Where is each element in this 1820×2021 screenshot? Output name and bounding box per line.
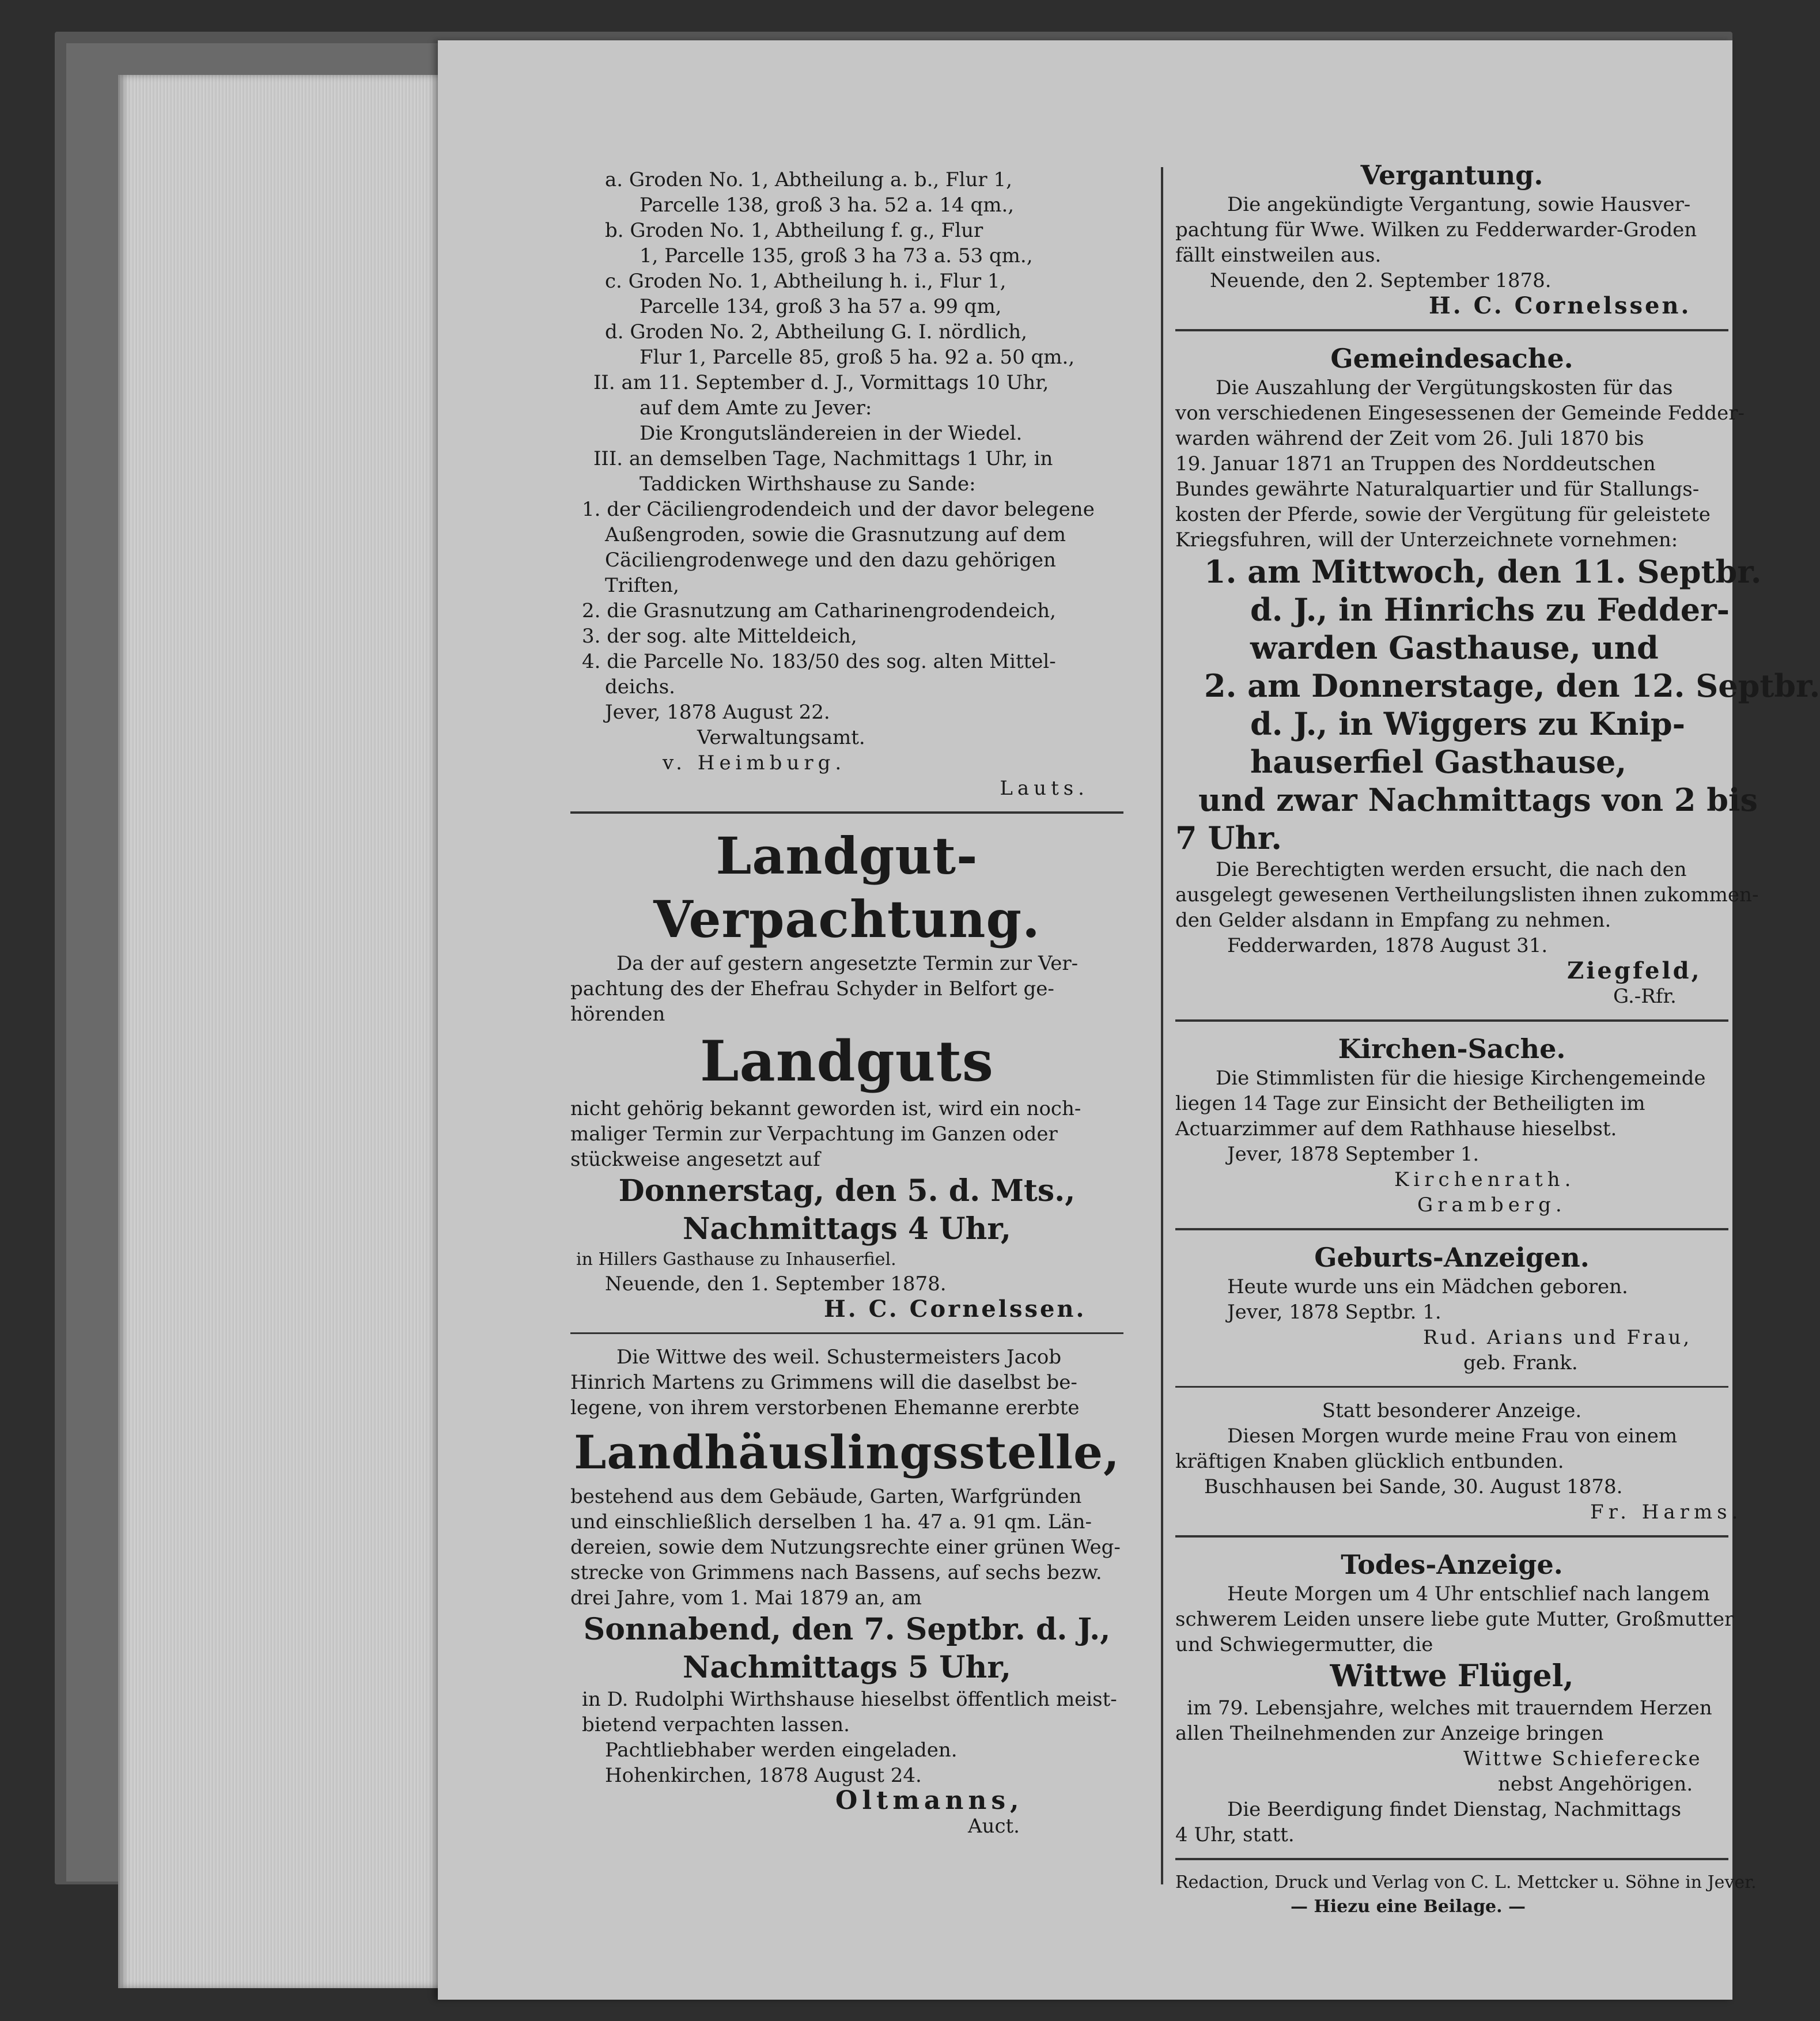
ad-line: bestehend aus dem Gebäude, Garten, Warfgründen xyxy=(570,1485,1082,1508)
ad-line: stückweise angesetzt auf xyxy=(570,1148,820,1171)
office-name: Verwaltungsamt. xyxy=(697,726,865,749)
section-rule xyxy=(1175,1386,1728,1388)
list-line: Triften, xyxy=(605,574,679,597)
ad-date: Sonnabend, den 7. Septbr. d. J., xyxy=(583,1612,1111,1647)
section-rule xyxy=(570,1332,1123,1334)
list-line: III. an demselben Tage, Nachmittags 1 Uhr, in xyxy=(593,447,1053,470)
dateline: Jever, 1878 September 1. xyxy=(1227,1143,1480,1166)
notice-line: Actuarzimmer auf dem Rathhause hieselbst. xyxy=(1175,1117,1617,1140)
notice-line: Die Berechtigten werden ersucht, die nach den xyxy=(1216,858,1687,881)
notice-line: und Schwiegermutter, die xyxy=(1175,1633,1433,1656)
imprint xyxy=(1175,1871,1757,1919)
notice-line: Die Beerdigung findet Dienstag, Nachmittags xyxy=(1227,1798,1682,1821)
section-title: Geburts-Anzeigen. xyxy=(1314,1242,1590,1273)
notice-highlight: 2. am Donnerstage, den 12. Septbr. xyxy=(1204,667,1820,704)
ad-line: bietend verpachten lassen. xyxy=(582,1713,850,1736)
signature: H. C. Cornelssen. xyxy=(824,1295,1087,1323)
notice-line: kosten der Pferde, sowie der Vergütung für geleistete xyxy=(1175,503,1711,526)
ad-line: maliger Termin zur Verpachtung im Ganzen oder xyxy=(570,1123,1058,1146)
signature: Kirchenrath. xyxy=(1394,1168,1576,1191)
ad-line: strecke von Grimmens nach Bassens, auf sechs bezw. xyxy=(570,1561,1102,1584)
signature: Gramberg. xyxy=(1417,1193,1567,1217)
notice-highlight: 7 Uhr. xyxy=(1175,819,1282,856)
ad-line: Die Wittwe des weil. Schustermeisters Jacob xyxy=(616,1346,1062,1369)
dateline: Jever, 1878 Septbr. 1. xyxy=(1227,1301,1441,1324)
list-line: Flur 1, Parcelle 85, groß 5 ha. 92 a. 50 qm., xyxy=(640,346,1075,369)
notice-line: von verschiedenen Eingesessenen der Gemeinde Fedder- xyxy=(1175,402,1745,425)
notice-line: kräftigen Knaben glücklich entbunden. xyxy=(1175,1450,1564,1473)
signature: geb. Frank. xyxy=(1463,1351,1578,1374)
list-line: c. Groden No. 1, Abtheilung h. i., Flur 1, xyxy=(605,270,1007,293)
notice-line: 4 Uhr, statt. xyxy=(1175,1823,1295,1846)
notice-vergantung xyxy=(1175,158,1728,319)
notice-highlight: und zwar Nachmittags von 2 bis xyxy=(1198,781,1758,818)
ad-headline: Landguts xyxy=(700,1029,994,1094)
notice-line: Heute Morgen um 4 Uhr entschlief nach langem xyxy=(1227,1582,1710,1606)
notice-highlight: 1. am Mittwoch, den 11. Septbr. xyxy=(1204,553,1762,590)
notice-line: Die Stimmlisten für die hiesige Kirchengemeinde xyxy=(1216,1067,1706,1090)
section-rule xyxy=(1175,1019,1728,1022)
list-line: 1, Parcelle 135, groß 3 ha 73 a. 53 qm., xyxy=(640,244,1033,267)
notice-line: fällt einstweilen aus. xyxy=(1175,244,1382,267)
page-edges xyxy=(118,75,487,1988)
notice-line: 19. Januar 1871 an Truppen des Norddeutschen xyxy=(1175,452,1656,475)
list-line: Cäciliengrodenwege und den dazu gehörigen xyxy=(605,549,1056,572)
notice-line: pachtung für Wwe. Wilken zu Fedderwarder-Groden xyxy=(1175,218,1697,241)
signature: Fr. Harms. xyxy=(1590,1501,1743,1524)
signature: Rud. Arians und Frau, xyxy=(1423,1326,1692,1349)
ad-line: pachtung des der Ehefrau Schyder in Belfort ge- xyxy=(570,977,1054,1000)
notice-line: warden während der Zeit vom 26. Juli 1870 bis xyxy=(1175,427,1644,450)
ad-title: Landgut-Verpachtung. xyxy=(653,826,1040,949)
notice-highlight: d. J., in Hinrichs zu Fedder- xyxy=(1250,591,1730,628)
section-rule xyxy=(1175,1535,1728,1538)
ad-landhaeuslingsstelle xyxy=(570,1344,1123,1839)
notice-line: im 79. Lebensjahre, welches mit trauerndem Herzen xyxy=(1187,1697,1712,1720)
signature: v. Heimburg. xyxy=(663,751,846,775)
signature: Lauts. xyxy=(1000,777,1089,800)
list-line: auf dem Amte zu Jever: xyxy=(640,396,872,420)
dateline: Fedderwarden, 1878 August 31. xyxy=(1227,934,1548,957)
list-line: Parcelle 134, groß 3 ha 57 a. 99 qm, xyxy=(640,295,1002,318)
notice-line: Heute wurde uns ein Mädchen geboren. xyxy=(1227,1275,1628,1298)
section-rule xyxy=(570,811,1123,814)
section-title: Todes-Anzeige. xyxy=(1341,1549,1563,1580)
list-line: Die Krongutsländereien in der Wiedel. xyxy=(640,422,1023,445)
ad-line: hörenden xyxy=(570,1003,665,1026)
list-line: Parcelle 138, groß 3 ha. 52 a. 14 qm., xyxy=(640,194,1015,217)
section-rule xyxy=(1175,1228,1728,1230)
ad-time: Nachmittags 4 Uhr, xyxy=(682,1211,1012,1246)
signature-title: Auct. xyxy=(968,1815,1020,1838)
notice-gemeindesache xyxy=(1175,342,1820,1009)
notice-line: Die angekündigte Vergantung, sowie Hausver- xyxy=(1227,193,1691,216)
imprint-line: Redaction, Druck und Verlag von C. L. Mettcker u. Söhne in Jever. xyxy=(1175,1872,1757,1892)
list-line: Außengroden, sowie die Grasnutzung auf dem xyxy=(605,523,1066,546)
section-title: Gemeindesache. xyxy=(1330,343,1573,374)
list-line: deichs. xyxy=(605,675,675,698)
left-column xyxy=(570,167,1123,1839)
list-line: 4. die Parcelle No. 183/50 des sog. alten Mittel- xyxy=(582,650,1056,673)
dateline: Hohenkirchen, 1878 August 24. xyxy=(605,1764,922,1787)
ad-line: dereien, sowie dem Nutzungsrechte einer grünen Weg- xyxy=(570,1536,1121,1559)
list-line: 3. der sog. alte Mitteldeich, xyxy=(582,625,857,648)
ad-line: Hinrich Martens zu Grimmens will die daselbst be- xyxy=(570,1371,1077,1394)
ad-headline: Landhäuslingsstelle, xyxy=(574,1425,1120,1479)
section-title: Vergantung. xyxy=(1360,160,1543,191)
section-title: Statt besonderer Anzeige. xyxy=(1322,1399,1582,1422)
section-rule xyxy=(1175,329,1728,331)
notice-statt-anzeige xyxy=(1175,1398,1743,1525)
notice-kirchensache xyxy=(1175,1032,1728,1218)
ad-time: Nachmittags 5 Uhr, xyxy=(682,1650,1012,1685)
signature: nebst Angehörigen. xyxy=(1498,1773,1693,1796)
ad-line: nicht gehörig bekannt geworden ist, wird ein noch- xyxy=(570,1097,1081,1120)
ad-line: und einschließlich derselben 1 ha. 47 a. 91 qm. Län- xyxy=(570,1510,1092,1533)
notice-line: Die Auszahlung der Vergütungskosten für das xyxy=(1216,376,1673,399)
list-line: II. am 11. September d. J., Vormittags 10 Uhr, xyxy=(593,371,1049,394)
list-line: 1. der Cäciliengrodendeich und der davor belegene xyxy=(582,498,1095,521)
dateline: Neuende, den 2. September 1878. xyxy=(1210,269,1552,292)
list-line: b. Groden No. 1, Abtheilung f. g., Flur xyxy=(605,219,983,242)
parcel-list xyxy=(570,167,1123,801)
column-divider xyxy=(1161,167,1163,1884)
ad-place: in Hillers Gasthause zu Inhauserfiel. xyxy=(576,1249,896,1270)
ad-line: legene, von ihrem verstorbenen Ehemanne ererbte xyxy=(570,1396,1080,1419)
ad-line: in D. Rudolphi Wirthshause hieselbst öffentlich meist- xyxy=(582,1688,1117,1711)
ad-date: Donnerstag, den 5. d. Mts., xyxy=(618,1173,1076,1208)
notice-line: den Gelder alsdann in Empfang zu nehmen. xyxy=(1175,909,1611,932)
ad-line: drei Jahre, vom 1. Mai 1879 an, am xyxy=(570,1586,922,1610)
signature: H. C. Cornelssen. xyxy=(1429,292,1692,319)
notice-highlight: d. J., in Wiggers zu Knip- xyxy=(1250,705,1686,742)
ad-line: Da der auf gestern angesetzte Termin zur Ver- xyxy=(616,952,1079,975)
notice-line: allen Theilnehmenden zur Anzeige bringen xyxy=(1175,1722,1604,1745)
notice-geburt xyxy=(1175,1241,1728,1376)
section-rule xyxy=(1175,1858,1728,1860)
ad-line: Pachtliebhaber werden eingeladen. xyxy=(605,1739,958,1762)
notice-highlight: hauserfiel Gasthause, xyxy=(1250,743,1627,780)
supplement-note: — Hiezu eine Beilage. — xyxy=(1291,1897,1526,1917)
notice-line: schwerem Leiden unsere liebe gute Mutter, Großmutter xyxy=(1175,1608,1734,1631)
signature-title: G.-Rfr. xyxy=(1613,985,1677,1008)
list-line: a. Groden No. 1, Abtheilung a. b., Flur 1, xyxy=(605,168,1012,191)
notice-highlight: Wittwe Flügel, xyxy=(1330,1659,1574,1694)
notice-line: Diesen Morgen wurde meine Frau von einem xyxy=(1227,1425,1678,1448)
signature: Oltmanns, xyxy=(835,1786,1024,1815)
right-column xyxy=(1175,158,1820,1919)
notice-line: Bundes gewährte Naturalquartier und für Stallungs- xyxy=(1175,478,1700,501)
signature: Ziegfeld, xyxy=(1567,957,1702,984)
notice-line: liegen 14 Tage zur Einsicht der Betheiligten im xyxy=(1175,1092,1645,1115)
list-line: Taddicken Wirthshause zu Sande: xyxy=(640,473,976,496)
section-title: Kirchen-Sache. xyxy=(1338,1033,1566,1064)
notice-line: ausgelegt gewesenen Vertheilungslisten ihnen zukommen- xyxy=(1175,883,1759,906)
list-line: d. Groden No. 2, Abtheilung G. I. nördlich, xyxy=(605,320,1027,343)
dateline: Jever, 1878 August 22. xyxy=(605,701,830,724)
notice-line: Kriegsfuhren, will der Unterzeichnete vornehmen: xyxy=(1175,528,1678,551)
notice-todes-anzeige xyxy=(1175,1548,1734,1848)
notice-highlight: warden Gasthause, und xyxy=(1250,629,1659,666)
ad-landgut xyxy=(570,824,1123,1322)
dateline: Buschhausen bei Sande, 30. August 1878. xyxy=(1204,1475,1623,1498)
list-line: 2. die Grasnutzung am Catharinengrodendeich, xyxy=(582,599,1056,622)
dateline: Neuende, den 1. September 1878. xyxy=(605,1272,947,1295)
signature: Wittwe Schieferecke xyxy=(1463,1747,1702,1770)
